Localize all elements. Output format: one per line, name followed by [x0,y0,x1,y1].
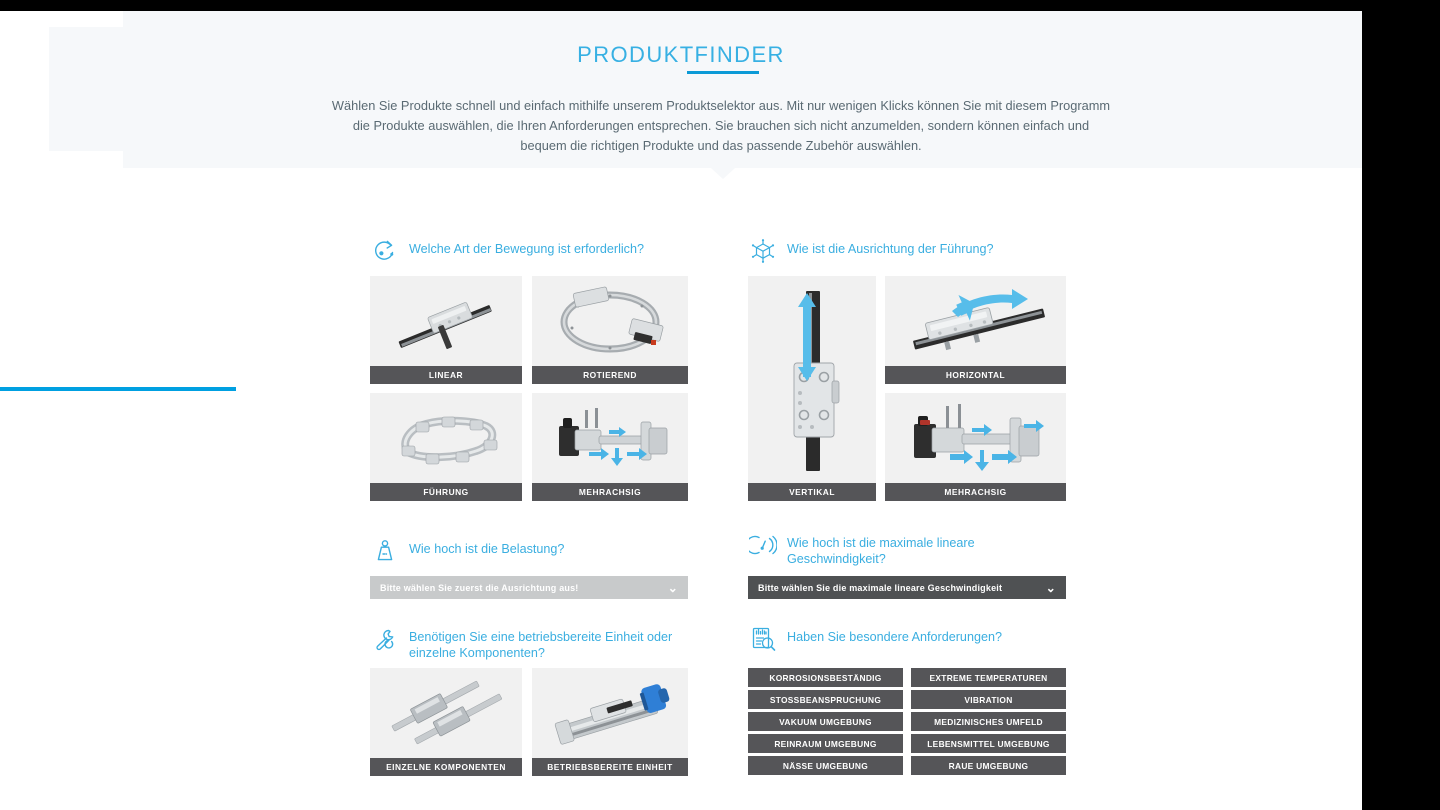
option-label-rotierend: ROTIEREND [532,366,688,384]
single-components-product [370,668,522,758]
vertical-carriage-product [748,276,876,483]
option-tile-einzelne-komponenten[interactable] [370,668,522,776]
badge-medizinisches-umfeld[interactable]: MEDIZINISCHES UMFELD [911,712,1066,731]
top-black-bar [0,0,1362,11]
question-speed [748,530,1066,599]
rotation-arrow-icon [370,236,400,266]
question-requirements-header [748,624,1066,668]
option-tile-horizontal[interactable] [885,276,1066,384]
badge-reinraum-umgebung[interactable]: REINRAUM UMGEBUNG [748,734,903,753]
option-label-mehrachsig-motion: MEHRACHSIG [532,483,688,501]
question-requirements [748,624,1066,775]
option-label-betriebsbereite-einheit: BETRIEBSBEREITE EINHEIT [532,758,688,776]
badge-raue-umgebung[interactable]: RAUE UMGEBUNG [911,756,1066,775]
chevron-down-icon: ⌄ [667,580,678,595]
chain-guide-product [370,393,522,483]
option-tile-vertikal[interactable] [748,276,876,501]
question-unit-label: Benötigen Sie eine betriebsbereite Einheit oder einzelne Komponenten? [409,630,673,660]
axis-cube-icon [748,236,778,266]
speed-select[interactable] [748,576,1066,599]
speed-select-value: Bitte wählen Sie die maximale lineare Geschwindigkeit [758,582,1003,593]
question-load-header [370,536,688,576]
page-title: PRODUKTFINDER [577,42,785,67]
option-tile-rotierend[interactable] [532,276,688,384]
badge-vibration[interactable]: VIBRATION [911,690,1066,709]
rotary-ring-product [532,276,688,366]
option-label-horizontal: HORIZONTAL [885,366,1066,384]
question-orientation-header [748,236,1066,276]
load-select[interactable] [370,576,688,599]
ready-to-run-unit-product [532,668,688,758]
hero-banner-arrow [711,168,735,179]
badge-vakuum-umgebung[interactable]: VAKUUM UMGEBUNG [748,712,903,731]
question-unit-header [370,624,688,668]
chevron-down-icon: ⌄ [1045,580,1056,595]
question-motion-label: Welche Art der Bewegung ist erforderlich? [409,242,644,256]
multi-axis-product [885,393,1066,483]
question-orientation-label: Wie ist die Ausrichtung der Führung? [787,242,994,256]
option-label-einzelne-komponenten: EINZELNE KOMPONENTEN [370,758,522,776]
badge-stossbeanspruchung[interactable]: STOSSBEANSPRUCHUNG [748,690,903,709]
question-load [370,536,688,599]
option-tile-mehrachsig-orientation[interactable] [885,393,1066,501]
question-requirements-label: Haben Sie besondere Anforderungen? [787,630,1002,644]
option-label-fuehrung: FÜHRUNG [370,483,522,501]
option-label-vertikal: VERTIKAL [748,483,876,501]
question-unit [370,624,688,776]
weight-icon [370,536,400,566]
badge-extreme-temperaturen[interactable]: EXTREME TEMPERATUREN [911,668,1066,687]
question-motion-header [370,236,688,276]
question-speed-header [748,530,1066,576]
multi-axis-product [532,393,688,483]
question-orientation [748,236,1066,504]
question-orientation-options [748,276,1066,504]
option-label-mehrachsig-orientation: MEHRACHSIG [885,483,1066,501]
badge-lebensmittel-umgebung[interactable]: LEBENSMITTEL UMGEBUNG [911,734,1066,753]
wrench-icon [370,624,400,654]
option-tile-linear[interactable] [370,276,522,384]
option-tile-mehrachsig-motion[interactable] [532,393,688,501]
load-select-value: Bitte wählen Sie zuerst die Ausrichtung aus! [380,582,579,593]
badge-naesse-umgebung[interactable]: NÄSSE UMGEBUNG [748,756,903,775]
question-unit-options [370,668,688,776]
question-motion-options [370,276,688,504]
hero-description: Wählen Sie Produkte schnell und einfach mithilfe unserem Produktselektor aus. Mit nur wenigen Klicks können Sie mit diesem Programm die Produkte auswählen, die Ihren Anforderungen entsprechen. Sie brauchen sich nicht anzumelden, sondern können einfach und bequem die richtigen Produkte und das passende Zubehör auswählen. [331,98,1111,153]
question-load-label: Wie hoch ist die Belastung? [409,542,565,556]
page-title-underline [687,71,759,74]
requirement-badges [748,668,1066,775]
horizontal-rail-product [885,276,1066,366]
option-tile-betriebsbereite-einheit[interactable] [532,668,688,776]
left-accent-rule [0,387,236,391]
option-label-linear: LINEAR [370,366,522,384]
speedometer-icon [748,530,778,560]
document-search-icon [748,624,778,654]
question-speed-label: Wie hoch ist die maximale lineare Geschwindigkeit? [787,536,975,566]
badge-korrosionsbestaendig[interactable]: KORROSIONSBESTÄNDIG [748,668,903,687]
option-tile-fuehrung[interactable] [370,393,522,501]
question-motion [370,236,688,504]
linear-rail-product [370,276,522,366]
